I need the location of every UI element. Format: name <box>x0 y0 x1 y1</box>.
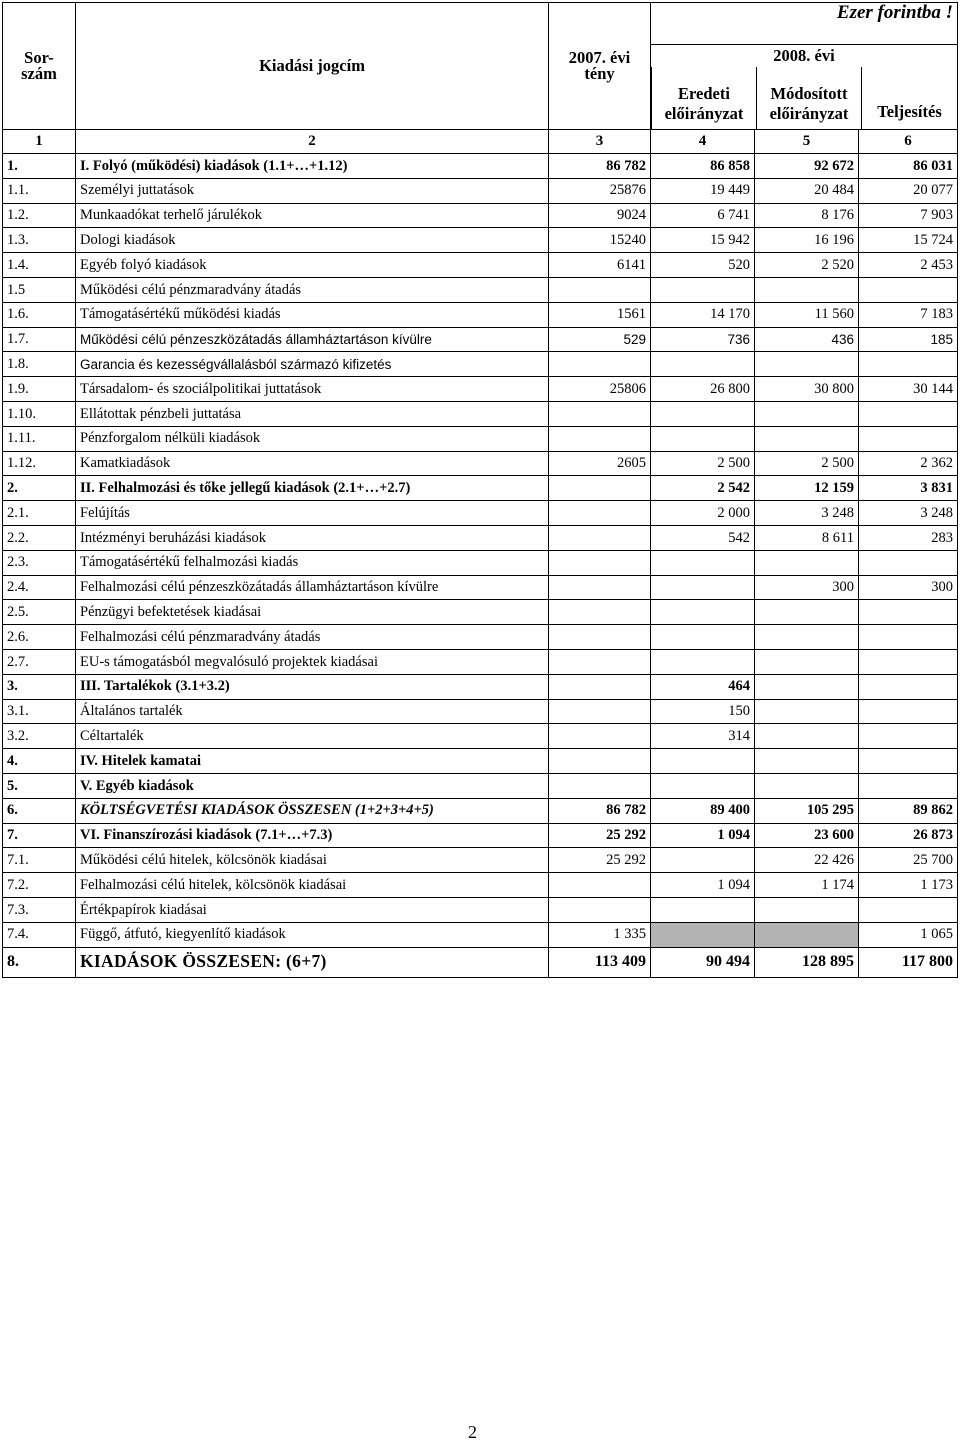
row-value-c3 <box>549 699 651 724</box>
table-row <box>3 525 958 550</box>
row-value-c4: 2 000 <box>651 501 755 526</box>
row-value-c6: 3 831 <box>859 476 958 501</box>
row-value-c6: 1 065 <box>859 922 958 947</box>
table-row <box>3 253 958 278</box>
row-value-c4 <box>651 625 755 650</box>
colnum-5: 5 <box>755 130 859 154</box>
row-value-c6 <box>859 550 958 575</box>
header-2008-evi: 2008. évi <box>773 46 835 65</box>
row-value-c5: 105 295 <box>755 798 859 823</box>
row-number: 2.7. <box>3 649 76 674</box>
row-value-c3 <box>549 575 651 600</box>
row-label: III. Tartalékok (3.1+3.2) <box>76 674 549 699</box>
table-row <box>3 401 958 426</box>
row-value-c5: 30 800 <box>755 377 859 402</box>
row-number: 1.9. <box>3 377 76 402</box>
row-label: Egyéb folyó kiadások <box>76 253 549 278</box>
row-number: 2.5. <box>3 600 76 625</box>
row-value-c6: 283 <box>859 525 958 550</box>
row-value-c4: 14 170 <box>651 302 755 327</box>
row-value-c5 <box>755 699 859 724</box>
row-label: Támogatásértékű felhalmozási kiadás <box>76 550 549 575</box>
row-value-c3: 1561 <box>549 302 651 327</box>
row-value-c4 <box>651 848 755 873</box>
row-value-c4 <box>651 897 755 922</box>
table-row <box>3 228 958 253</box>
row-number: 3. <box>3 674 76 699</box>
row-value-c6: 25 700 <box>859 848 958 873</box>
row-value-c3 <box>549 352 651 377</box>
row-value-c5: 436 <box>755 327 859 352</box>
header-modositott: Módosított előirányzat <box>757 67 862 129</box>
row-label: Működési célú pénzeszközátadás államháztartáson kívülre <box>76 327 549 352</box>
row-value-c5 <box>755 625 859 650</box>
row-number: 6. <box>3 798 76 823</box>
row-number: 3.2. <box>3 724 76 749</box>
row-number: 1.6. <box>3 302 76 327</box>
table-row <box>3 724 958 749</box>
row-value-c3 <box>549 625 651 650</box>
row-value-c4: 19 449 <box>651 178 755 203</box>
row-value-c6 <box>859 625 958 650</box>
header-row-unit <box>3 3 958 45</box>
row-value-c4: 2 542 <box>651 476 755 501</box>
row-value-c5 <box>755 897 859 922</box>
row-value-c4: 26 800 <box>651 377 755 402</box>
header-teljesites: Teljesítés <box>877 101 942 121</box>
row-value-c3: 15240 <box>549 228 651 253</box>
table-row <box>3 154 958 179</box>
row-value-c6 <box>859 724 958 749</box>
row-value-c5: 92 672 <box>755 154 859 179</box>
row-label: Pénzügyi befektetések kiadásai <box>76 600 549 625</box>
row-label: EU-s támogatásból megvalósuló projektek kiadásai <box>76 649 549 674</box>
table-row <box>3 575 958 600</box>
row-value-c5 <box>755 674 859 699</box>
row-value-c4: 542 <box>651 525 755 550</box>
row-value-c5: 2 500 <box>755 451 859 476</box>
row-value-c5 <box>755 401 859 426</box>
row-number: 1. <box>3 154 76 179</box>
row-value-c5 <box>755 773 859 798</box>
row-number: 2.1. <box>3 501 76 526</box>
row-value-c4 <box>651 352 755 377</box>
colnum-4: 4 <box>651 130 755 154</box>
row-value-c3: 25 292 <box>549 848 651 873</box>
row-value-c4: 1 094 <box>651 873 755 898</box>
row-value-c4: 2 500 <box>651 451 755 476</box>
row-value-c6: 30 144 <box>859 377 958 402</box>
row-number: 1.11. <box>3 426 76 451</box>
table-row <box>3 600 958 625</box>
row-number: 1.4. <box>3 253 76 278</box>
row-value-c3 <box>549 724 651 749</box>
row-value-c4 <box>651 575 755 600</box>
row-value-c5: 2 520 <box>755 253 859 278</box>
page-number: 2 <box>468 1422 477 1442</box>
row-number: 1.1. <box>3 178 76 203</box>
row-value-c6: 15 724 <box>859 228 958 253</box>
column-number-row <box>3 130 958 154</box>
row-value-c6: 1 173 <box>859 873 958 898</box>
row-value-c5: 11 560 <box>755 302 859 327</box>
table-row <box>3 426 958 451</box>
row-value-c3 <box>549 897 651 922</box>
row-value-c3 <box>549 501 651 526</box>
table-row <box>3 699 958 724</box>
header-sorszam: Sor- szám <box>3 3 76 130</box>
row-number: 7.2. <box>3 873 76 898</box>
row-value-c6 <box>859 699 958 724</box>
row-value-c5: 16 196 <box>755 228 859 253</box>
row-value-c3 <box>549 277 651 302</box>
row-number: 2.2. <box>3 525 76 550</box>
row-number: 5. <box>3 773 76 798</box>
row-value-c6: 7 183 <box>859 302 958 327</box>
row-value-c4: 86 858 <box>651 154 755 179</box>
row-value-c4 <box>651 922 755 947</box>
row-value-c5 <box>755 352 859 377</box>
row-value-c6: 89 862 <box>859 798 958 823</box>
row-value-c6: 20 077 <box>859 178 958 203</box>
row-value-c3: 25806 <box>549 377 651 402</box>
table-row <box>3 302 958 327</box>
table-row <box>3 327 958 352</box>
row-value-c5 <box>755 600 859 625</box>
table-row <box>3 897 958 922</box>
table-row <box>3 798 958 823</box>
row-label: Működési célú hitelek, kölcsönök kiadásai <box>76 848 549 873</box>
row-value-c3 <box>549 649 651 674</box>
row-label: IV. Hitelek kamatai <box>76 749 549 774</box>
row-number: 7.3. <box>3 897 76 922</box>
row-value-c6: 3 248 <box>859 501 958 526</box>
row-number: 1.2. <box>3 203 76 228</box>
row-label: Garancia és kezességvállalásból származó kifizetés <box>76 352 549 377</box>
colnum-3: 3 <box>549 130 651 154</box>
table-row <box>3 277 958 302</box>
row-label: Pénzforgalom nélküli kiadások <box>76 426 549 451</box>
row-number: 2.6. <box>3 625 76 650</box>
row-label: Értékpapírok kiadásai <box>76 897 549 922</box>
table-row <box>3 823 958 848</box>
row-label: Kamatkiadások <box>76 451 549 476</box>
row-value-c4 <box>651 426 755 451</box>
row-value-c6 <box>859 352 958 377</box>
colnum-6: 6 <box>859 130 958 154</box>
row-value-c5: 300 <box>755 575 859 600</box>
row-label: Társadalom- és szociálpolitikai juttatások <box>76 377 549 402</box>
row-value-c4 <box>651 773 755 798</box>
header-2007-teny: 2007. évi tény <box>549 3 651 130</box>
row-label: Intézményi beruházási kiadások <box>76 525 549 550</box>
row-value-c4: 90 494 <box>651 947 755 977</box>
row-value-c3: 25876 <box>549 178 651 203</box>
row-label: I. Folyó (működési) kiadások (1.1+…+1.12) <box>76 154 549 179</box>
expenditure-table <box>2 2 958 978</box>
row-label: Függő, átfutó, kiegyenlítő kiadások <box>76 922 549 947</box>
table-row <box>3 203 958 228</box>
table-row <box>3 873 958 898</box>
row-value-c6: 2 453 <box>859 253 958 278</box>
row-label: Munkaadókat terhelő járulékok <box>76 203 549 228</box>
table-row <box>3 649 958 674</box>
row-value-c3: 86 782 <box>549 154 651 179</box>
row-number: 1.12. <box>3 451 76 476</box>
row-value-c4: 6 741 <box>651 203 755 228</box>
row-number: 2. <box>3 476 76 501</box>
row-value-c6 <box>859 773 958 798</box>
row-value-c4 <box>651 600 755 625</box>
row-value-c3 <box>549 873 651 898</box>
row-value-c6 <box>859 426 958 451</box>
row-value-c4 <box>651 649 755 674</box>
row-value-c3 <box>549 476 651 501</box>
row-value-c3: 25 292 <box>549 823 651 848</box>
row-value-c6: 7 903 <box>859 203 958 228</box>
row-label: KÖLTSÉGVETÉSI KIADÁSOK ÖSSZESEN (1+2+3+4+5) <box>76 798 549 823</box>
row-value-c5: 22 426 <box>755 848 859 873</box>
header-2008-group <box>651 45 958 130</box>
row-value-c5 <box>755 922 859 947</box>
row-value-c4: 520 <box>651 253 755 278</box>
row-value-c4 <box>651 550 755 575</box>
row-value-c5: 12 159 <box>755 476 859 501</box>
table-row <box>3 352 958 377</box>
row-value-c5: 128 895 <box>755 947 859 977</box>
row-value-c4: 736 <box>651 327 755 352</box>
row-value-c4: 150 <box>651 699 755 724</box>
table-row <box>3 625 958 650</box>
row-value-c6 <box>859 897 958 922</box>
row-number: 7.4. <box>3 922 76 947</box>
row-value-c6 <box>859 277 958 302</box>
row-value-c6 <box>859 674 958 699</box>
row-value-c3: 6141 <box>549 253 651 278</box>
row-number: 7.1. <box>3 848 76 873</box>
row-value-c5 <box>755 550 859 575</box>
row-value-c6: 300 <box>859 575 958 600</box>
row-value-c5 <box>755 749 859 774</box>
row-value-c5 <box>755 649 859 674</box>
row-label: V. Egyéb kiadások <box>76 773 549 798</box>
row-value-c3 <box>549 674 651 699</box>
row-value-c3: 1 335 <box>549 922 651 947</box>
row-value-c4: 1 094 <box>651 823 755 848</box>
row-value-c6: 117 800 <box>859 947 958 977</box>
table-row <box>3 476 958 501</box>
row-number: 1.10. <box>3 401 76 426</box>
row-value-c5 <box>755 426 859 451</box>
row-label: Felhalmozási célú pénzeszközátadás államháztartáson kívülre <box>76 575 549 600</box>
row-label: Támogatásértékű működési kiadás <box>76 302 549 327</box>
row-number: 2.4. <box>3 575 76 600</box>
row-label: Céltartalék <box>76 724 549 749</box>
row-value-c6: 185 <box>859 327 958 352</box>
table-row <box>3 377 958 402</box>
row-value-c3 <box>549 426 651 451</box>
row-number: 1.7. <box>3 327 76 352</box>
row-label: KIADÁSOK ÖSSZESEN: (6+7) <box>76 947 549 977</box>
row-value-c6 <box>859 749 958 774</box>
row-number: 1.3. <box>3 228 76 253</box>
row-value-c3: 86 782 <box>549 798 651 823</box>
row-number: 8. <box>3 947 76 977</box>
table-row <box>3 674 958 699</box>
table-row <box>3 178 958 203</box>
row-label: Személyi juttatások <box>76 178 549 203</box>
row-value-c5: 8 176 <box>755 203 859 228</box>
row-value-c4: 89 400 <box>651 798 755 823</box>
row-label: Felhalmozási célú pénzmaradvány átadás <box>76 625 549 650</box>
header-kiadasi-jogcim: Kiadási jogcím <box>76 3 549 130</box>
row-value-c5: 20 484 <box>755 178 859 203</box>
row-value-c4: 15 942 <box>651 228 755 253</box>
colnum-2: 2 <box>76 130 549 154</box>
table-row <box>3 749 958 774</box>
row-label: Felhalmozási célú hitelek, kölcsönök kiadásai <box>76 873 549 898</box>
row-value-c3 <box>549 525 651 550</box>
row-number: 1.8. <box>3 352 76 377</box>
table-row <box>3 848 958 873</box>
row-number: 1.5 <box>3 277 76 302</box>
row-value-c4: 314 <box>651 724 755 749</box>
row-value-c6: 2 362 <box>859 451 958 476</box>
row-label: Általános tartalék <box>76 699 549 724</box>
header-eredeti: Eredeti előirányzat <box>651 67 757 129</box>
row-value-c4: 464 <box>651 674 755 699</box>
row-number: 7. <box>3 823 76 848</box>
row-value-c6 <box>859 649 958 674</box>
row-number: 4. <box>3 749 76 774</box>
row-value-c5: 3 248 <box>755 501 859 526</box>
row-value-c3: 9024 <box>549 203 651 228</box>
row-label: VI. Finanszírozási kiadások (7.1+…+7.3) <box>76 823 549 848</box>
table-row <box>3 773 958 798</box>
row-value-c3: 113 409 <box>549 947 651 977</box>
row-value-c6: 26 873 <box>859 823 958 848</box>
row-label: Felújítás <box>76 501 549 526</box>
row-value-c6 <box>859 401 958 426</box>
row-label: Ellátottak pénzbeli juttatása <box>76 401 549 426</box>
row-label: Működési célú pénzmaradvány átadás <box>76 277 549 302</box>
row-value-c3 <box>549 749 651 774</box>
row-value-c3 <box>549 401 651 426</box>
table-row <box>3 550 958 575</box>
row-value-c3 <box>549 600 651 625</box>
row-value-c5 <box>755 277 859 302</box>
row-value-c3: 2605 <box>549 451 651 476</box>
table-row <box>3 922 958 947</box>
row-value-c6 <box>859 600 958 625</box>
table-row <box>3 501 958 526</box>
row-value-c5: 8 611 <box>755 525 859 550</box>
row-number: 2.3. <box>3 550 76 575</box>
row-value-c4 <box>651 401 755 426</box>
table-row <box>3 947 958 977</box>
row-label: Dologi kiadások <box>76 228 549 253</box>
unit-note: Ezer forintba ! <box>651 3 958 45</box>
row-value-c5: 1 174 <box>755 873 859 898</box>
row-value-c3 <box>549 550 651 575</box>
row-value-c4 <box>651 749 755 774</box>
row-value-c5 <box>755 724 859 749</box>
row-value-c3: 529 <box>549 327 651 352</box>
colnum-1: 1 <box>3 130 76 154</box>
row-value-c6: 86 031 <box>859 154 958 179</box>
row-value-c4 <box>651 277 755 302</box>
row-number: 3.1. <box>3 699 76 724</box>
row-label: II. Felhalmozási és tőke jellegű kiadások (2.1+…+2.7) <box>76 476 549 501</box>
table-row <box>3 451 958 476</box>
row-value-c3 <box>549 773 651 798</box>
row-value-c5: 23 600 <box>755 823 859 848</box>
